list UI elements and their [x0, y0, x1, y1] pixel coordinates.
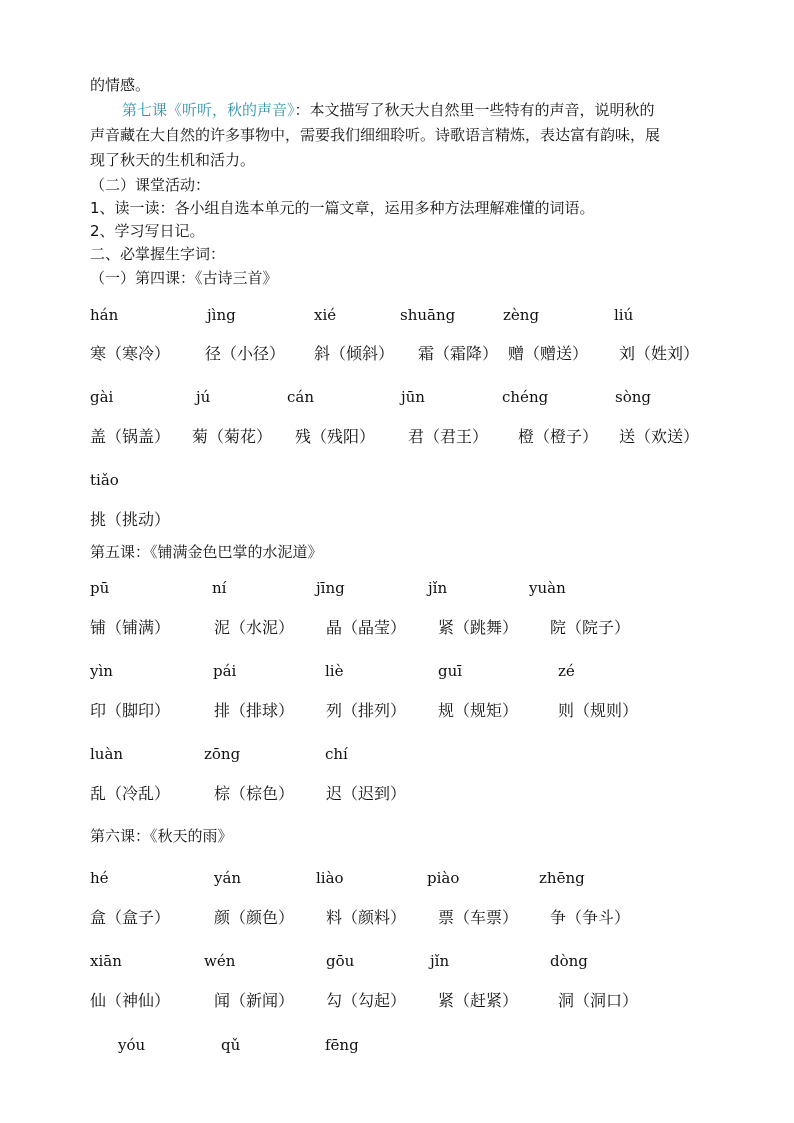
lesson5-title: 第五课：《铺满金色巴掌的水泥道》: [90, 543, 323, 561]
pinyin: ní: [212, 579, 227, 597]
pinyin: zhēng: [539, 869, 585, 887]
pinyin: chí: [325, 745, 348, 763]
lesson7-title: 第七课《听听，秋的声音》: [122, 101, 295, 119]
character-word: 印（脚印）: [90, 701, 171, 720]
lesson7-summary-line1: [122, 100, 655, 120]
pinyin: hé: [90, 869, 109, 887]
pinyin: jìng: [207, 306, 236, 324]
pinyin: liào: [316, 869, 344, 887]
lesson7-summary-line3: 现了秋天的生机和活力。: [90, 151, 256, 169]
pinyin: xiān: [90, 952, 122, 970]
lesson4-title: （一）第四课：《古诗三首》: [90, 269, 278, 287]
pinyin: zé: [558, 662, 575, 680]
character-word: 规（规矩）: [438, 701, 519, 720]
pinyin: liú: [614, 306, 634, 324]
character-word: 刘（姓刘）: [619, 344, 700, 363]
character-word: 橙（橙子）: [518, 427, 599, 446]
character-word: 君（君王）: [408, 427, 489, 446]
character-word: 挑（挑动）: [90, 510, 171, 529]
pinyin: zōng: [204, 745, 241, 763]
pinyin: jǐn: [428, 579, 448, 597]
character-word: 赠（赠送）: [508, 344, 589, 363]
character-word: 争（争斗）: [550, 908, 631, 927]
pinyin: xié: [314, 306, 337, 324]
pinyin: yuàn: [529, 579, 566, 597]
character-word: 径（小径）: [205, 344, 286, 363]
character-word: 晶（晶莹）: [326, 618, 407, 637]
character-word: 排（排球）: [214, 701, 295, 720]
character-word: 迟（迟到）: [326, 784, 407, 803]
character-word: 紧（赶紧）: [438, 991, 519, 1010]
pinyin: chéng: [502, 388, 549, 406]
character-word: 残（残阳）: [295, 427, 376, 446]
character-word: 颜（颜色）: [214, 908, 295, 927]
activity-item-1: 1、读一读：各小组自选本单元的一篇文章，运用多种方法理解难懂的词语。: [90, 199, 595, 217]
character-word: 列（排列）: [326, 701, 407, 720]
pinyin: cán: [287, 388, 315, 406]
lesson7-summary-line2: 声音藏在大自然的许多事物中，需要我们细细聆听。诗歌语言精炼，表达富有韵味，展: [90, 126, 661, 144]
character-word: 泥（水泥）: [214, 618, 295, 637]
character-word: 洞（洞口）: [558, 991, 639, 1010]
pinyin: wén: [204, 952, 236, 970]
pinyin: yóu: [118, 1036, 146, 1054]
pinyin: tiǎo: [90, 471, 119, 489]
pinyin: zèng: [503, 306, 540, 324]
pinyin: gài: [90, 388, 114, 406]
pinyin: yìn: [90, 662, 113, 680]
section2-heading: 二、必掌握生字词：: [90, 245, 226, 263]
pinyin: piào: [427, 869, 460, 887]
character-word: 票（车票）: [438, 908, 519, 927]
pinyin: shuāng: [400, 306, 456, 324]
pinyin: dòng: [550, 952, 588, 970]
pinyin: jú: [196, 388, 211, 406]
lesson7-text: ：本文描写了秋天大自然里一些特有的声音，说明秋的: [294, 101, 655, 119]
character-word: 紧（跳舞）: [438, 618, 519, 637]
character-word: 盖（锅盖）: [90, 427, 171, 446]
intro-line: 的情感。: [90, 76, 151, 94]
pinyin: liè: [325, 662, 344, 680]
pinyin: hán: [90, 306, 119, 324]
pinyin: pái: [213, 662, 237, 680]
pinyin: jǐn: [430, 952, 450, 970]
character-word: 乱（冷乱）: [90, 784, 171, 803]
character-word: 菊（菊花）: [192, 427, 273, 446]
pinyin: sòng: [615, 388, 651, 406]
pinyin: fēng: [325, 1036, 359, 1054]
activity-item-2: 2、学习写日记。: [90, 222, 205, 240]
lesson6-title: 第六课：《秋天的雨》: [90, 827, 233, 845]
character-word: 院（院子）: [550, 618, 631, 637]
character-word: 霜（霜降）: [418, 344, 499, 363]
character-word: 寒（寒冷）: [90, 344, 171, 363]
character-word: 斜（倾斜）: [314, 344, 395, 363]
pinyin: qǔ: [221, 1036, 241, 1054]
pinyin: jūn: [401, 388, 425, 406]
character-word: 仙（神仙）: [90, 991, 171, 1010]
pinyin: jīng: [316, 579, 345, 597]
pinyin: luàn: [90, 745, 124, 763]
pinyin: yán: [214, 869, 242, 887]
character-word: 料（颜料）: [326, 908, 407, 927]
character-word: 闻（新闻）: [214, 991, 295, 1010]
pinyin: pū: [90, 579, 110, 597]
character-word: 铺（铺满）: [90, 618, 171, 637]
character-word: 棕（棕色）: [214, 784, 295, 803]
pinyin: gōu: [326, 952, 355, 970]
character-word: 勾（勾起）: [326, 991, 407, 1010]
activities-heading: （二）课堂活动：: [90, 176, 211, 194]
character-word: 盒（盒子）: [90, 908, 171, 927]
character-word: 送（欢送）: [619, 427, 700, 446]
character-word: 则（规则）: [558, 701, 639, 720]
pinyin: guī: [438, 662, 463, 680]
